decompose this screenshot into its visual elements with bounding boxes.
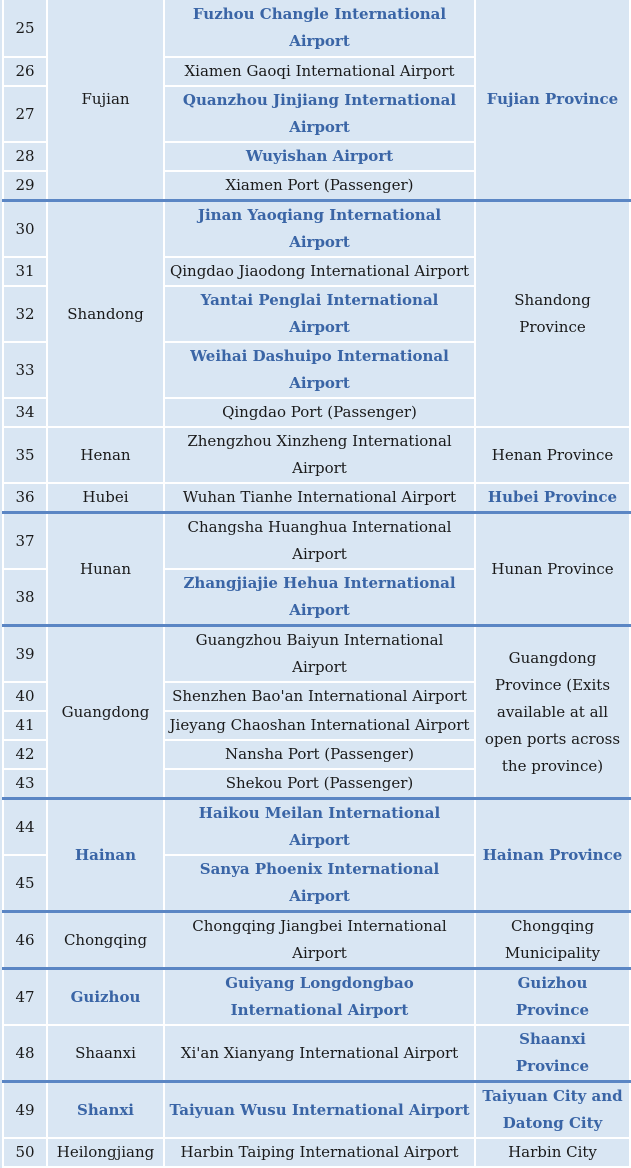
row-number: 36 <box>3 483 47 513</box>
port-name: Changsha Huanghua International Airport <box>164 513 475 570</box>
province-name: Shaanxi <box>47 1025 164 1082</box>
table-row <box>3 0 630 57</box>
table-row <box>3 1082 630 1139</box>
row-number: 31 <box>3 257 47 286</box>
row-number: 29 <box>3 171 47 201</box>
port-name: Taiyuan Wusu International Airport <box>164 1082 475 1139</box>
table-row <box>3 626 630 683</box>
port-name: Haikou Meilan International Airport <box>164 799 475 856</box>
port-name: Shekou Port (Passenger) <box>164 769 475 799</box>
table-row <box>3 912 630 969</box>
exit-region: Taiyuan City and Datong City <box>475 1082 630 1139</box>
province-name: Hubei <box>47 483 164 513</box>
port-name: Guangzhou Baiyun International Airport <box>164 626 475 683</box>
port-name: Xiamen Gaoqi International Airport <box>164 57 475 86</box>
port-name: Jieyang Chaoshan International Airport <box>164 711 475 740</box>
province-name: Guangdong <box>47 626 164 799</box>
row-number: 26 <box>3 57 47 86</box>
table-row <box>3 483 630 513</box>
row-number: 37 <box>3 513 47 570</box>
province-name: Hainan <box>47 799 164 912</box>
row-number: 43 <box>3 769 47 799</box>
province-name: Hunan <box>47 513 164 626</box>
port-name: Chongqing Jiangbei International Airport <box>164 912 475 969</box>
province-name: Chongqing <box>47 912 164 969</box>
row-number: 27 <box>3 86 47 142</box>
port-name: Qingdao Port (Passenger) <box>164 398 475 427</box>
province-name: Shandong <box>47 201 164 428</box>
exit-region: Hainan Province <box>475 799 630 912</box>
province-name: Heilongjiang <box>47 1138 164 1167</box>
row-number: 48 <box>3 1025 47 1082</box>
port-name: Qingdao Jiaodong International Airport <box>164 257 475 286</box>
row-number: 44 <box>3 799 47 856</box>
port-name: Harbin Taiping International Airport <box>164 1138 475 1167</box>
row-number: 46 <box>3 912 47 969</box>
exit-region: Guangdong Province (Exits available at all open ports across the province) <box>475 626 630 799</box>
province-name: Shanxi <box>47 1082 164 1139</box>
table-row <box>3 427 630 483</box>
exit-region: Fujian Province <box>475 0 630 201</box>
table-row <box>3 1138 630 1167</box>
port-name: Guiyang Longdongbao International Airport <box>164 969 475 1026</box>
port-name: Xiamen Port (Passenger) <box>164 171 475 201</box>
port-name: Quanzhou Jinjiang International Airport <box>164 86 475 142</box>
row-number: 50 <box>3 1138 47 1167</box>
port-name: Nansha Port (Passenger) <box>164 740 475 769</box>
row-number: 30 <box>3 201 47 258</box>
row-number: 33 <box>3 342 47 398</box>
ports-table <box>2 0 631 1168</box>
exit-region: Shandong Province <box>475 201 630 428</box>
port-name: Sanya Phoenix International Airport <box>164 855 475 912</box>
table-row <box>3 1025 630 1082</box>
row-number: 38 <box>3 569 47 626</box>
port-name: Xi'an Xianyang International Airport <box>164 1025 475 1082</box>
port-name: Weihai Dashuipo International Airport <box>164 342 475 398</box>
port-name: Fuzhou Changle International Airport <box>164 0 475 57</box>
row-number: 34 <box>3 398 47 427</box>
row-number: 35 <box>3 427 47 483</box>
province-name: Fujian <box>47 0 164 201</box>
row-number: 32 <box>3 286 47 342</box>
port-name: Jinan Yaoqiang International Airport <box>164 201 475 258</box>
row-number: 25 <box>3 0 47 57</box>
port-name: Zhengzhou Xinzheng International Airport <box>164 427 475 483</box>
port-name: Shenzhen Bao'an International Airport <box>164 682 475 711</box>
table-row <box>3 799 630 856</box>
exit-region: Hunan Province <box>475 513 630 626</box>
exit-region: Chongqing Municipality <box>475 912 630 969</box>
exit-region: Guizhou Province <box>475 969 630 1026</box>
row-number: 41 <box>3 711 47 740</box>
port-name: Yantai Penglai International Airport <box>164 286 475 342</box>
row-number: 45 <box>3 855 47 912</box>
table-row <box>3 513 630 570</box>
row-number: 39 <box>3 626 47 683</box>
province-name: Guizhou <box>47 969 164 1026</box>
port-name: Zhangjiajie Hehua International Airport <box>164 569 475 626</box>
row-number: 47 <box>3 969 47 1026</box>
exit-region: Shaanxi Province <box>475 1025 630 1082</box>
port-name: Wuyishan Airport <box>164 142 475 171</box>
row-number: 49 <box>3 1082 47 1139</box>
exit-region: Harbin City <box>475 1138 630 1167</box>
table-row <box>3 201 630 258</box>
port-name: Wuhan Tianhe International Airport <box>164 483 475 513</box>
exit-region: Hubei Province <box>475 483 630 513</box>
province-name: Henan <box>47 427 164 483</box>
row-number: 28 <box>3 142 47 171</box>
table-row <box>3 969 630 1026</box>
row-number: 40 <box>3 682 47 711</box>
row-number: 42 <box>3 740 47 769</box>
exit-region: Henan Province <box>475 427 630 483</box>
